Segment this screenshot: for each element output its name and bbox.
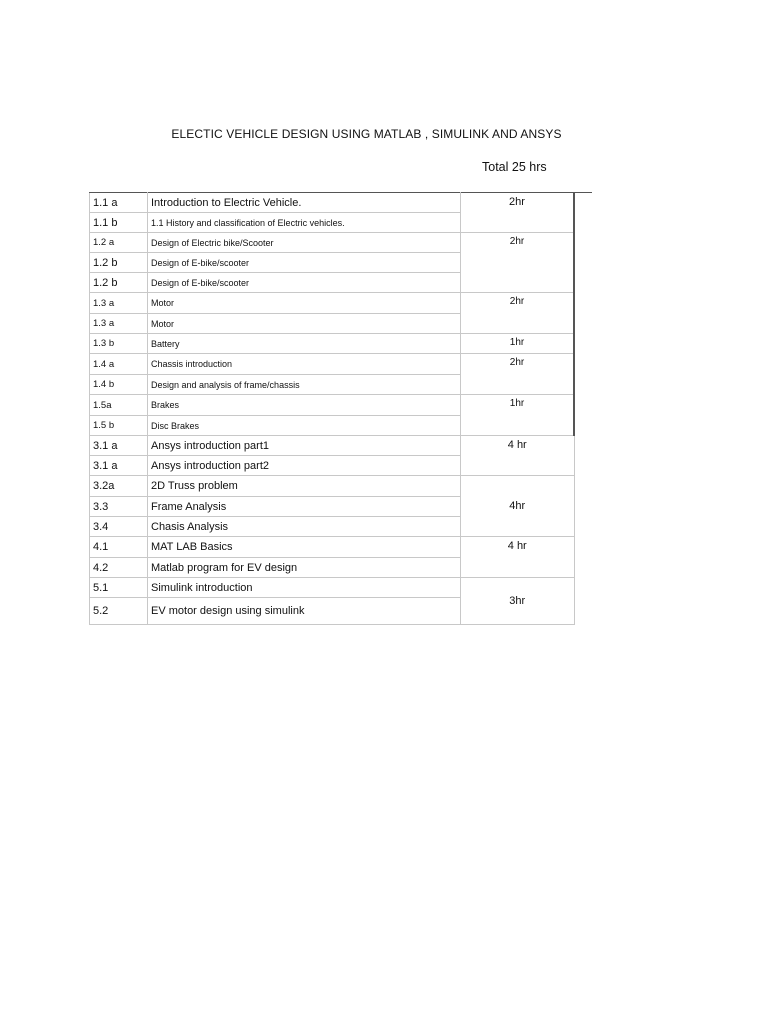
row-id: 1.4 b [90,375,148,395]
row-topic: Design and analysis of frame/chassis [148,375,461,395]
row-topic: Introduction to Electric Vehicle. [148,193,461,213]
total-hours: Total 25 hrs [482,160,547,174]
table-row [90,537,593,558]
document-title: ELECTIC VEHICLE DESIGN USING MATLAB , SIMULINK AND ANSYS [171,127,562,141]
row-hours: 1hr [461,334,575,354]
row-id: 3.2a [90,476,148,497]
row-id: 1.3 b [90,334,148,354]
row-topic: Motor [148,293,461,314]
row-id: 1.2 b [90,253,148,273]
row-topic: Brakes [148,395,461,416]
row-hours: 2hr [461,293,575,334]
row-id: 4.1 [90,537,148,558]
row-hours: 3hr [461,578,575,625]
row-id: 1.2 a [90,233,148,253]
row-topic: Design of Electric bike/Scooter [148,233,461,253]
row-topic: MAT LAB Basics [148,537,461,558]
row-id: 5.2 [90,598,148,625]
row-topic: Chassis introduction [148,354,461,375]
row-id: 1.1 b [90,213,148,233]
row-topic: Battery [148,334,461,354]
row-topic: EV motor design using simulink [148,598,461,625]
row-id: 3.4 [90,517,148,537]
row-hours: 4 hr [461,537,575,578]
row-id: 5.1 [90,578,148,598]
row-id: 1.3 a [90,314,148,334]
row-hours: 2hr [461,354,575,395]
table-row [90,233,593,253]
row-topic: 2D Truss problem [148,476,461,497]
row-hours: 1hr [461,395,575,436]
table-row [90,476,593,497]
row-topic: Chasis Analysis [148,517,461,537]
row-topic: Matlab program for EV design [148,558,461,578]
row-hours: 4 hr [461,436,575,476]
row-topic: Frame Analysis [148,497,461,517]
row-topic: Design of E-bike/scooter [148,253,461,273]
row-id: 1.2 b [90,273,148,293]
row-topic: Design of E-bike/scooter [148,273,461,293]
row-topic: Ansys introduction part2 [148,456,461,476]
table-row [90,436,593,456]
row-topic: Disc Brakes [148,416,461,436]
row-id: 1.4 a [90,354,148,375]
row-id: 1.5 b [90,416,148,436]
row-id: 1.1 a [90,193,148,213]
row-id: 4.2 [90,558,148,578]
row-hours: 2hr [461,233,575,293]
table-row [90,193,593,213]
row-id: 3.1 a [90,456,148,476]
table-row [90,293,593,314]
table-row [90,578,593,598]
row-id: 1.3 a [90,293,148,314]
schedule-table [89,192,592,625]
row-topic: Simulink introduction [148,578,461,598]
table-row [90,354,593,375]
row-topic: Motor [148,314,461,334]
row-hours: 2hr [461,193,575,233]
row-hours: 4hr [461,476,575,537]
table-row [90,395,593,416]
row-id: 1.5a [90,395,148,416]
row-topic: Ansys introduction part1 [148,436,461,456]
row-id: 3.1 a [90,436,148,456]
table-row [90,334,593,354]
row-topic: 1.1 History and classification of Electric vehicles. [148,213,461,233]
row-id: 3.3 [90,497,148,517]
